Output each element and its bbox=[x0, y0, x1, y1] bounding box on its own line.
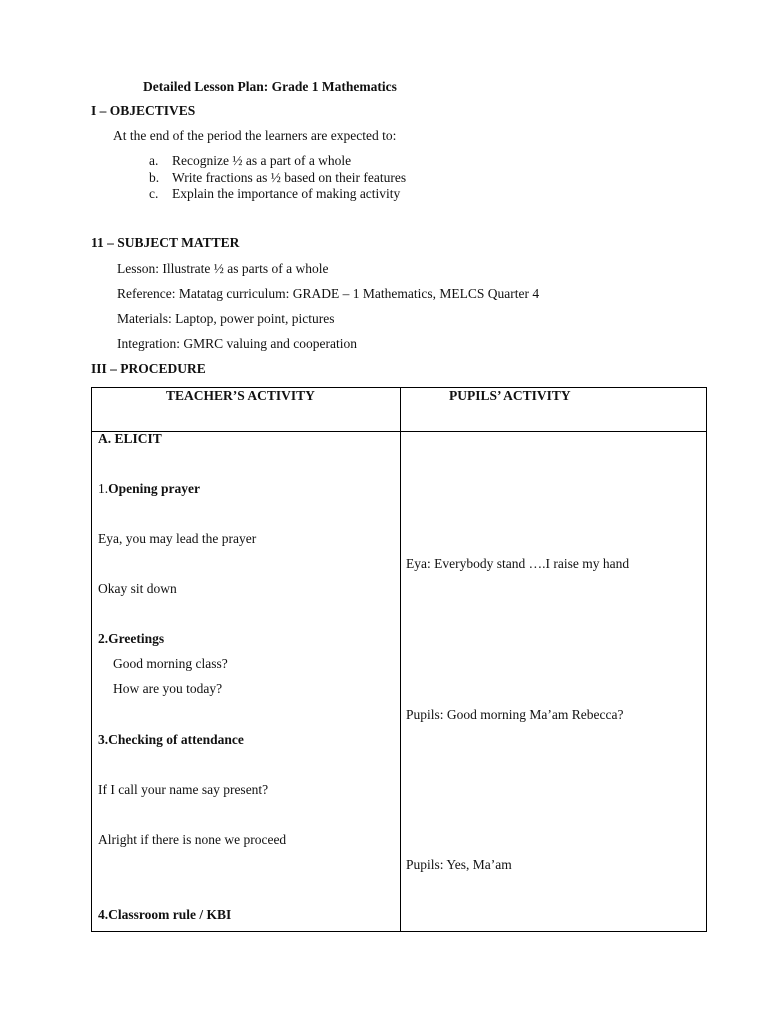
greetings-heading: 2.Greetings bbox=[98, 631, 165, 646]
pupil-response-attendance: Pupils: Yes, Ma’am bbox=[406, 857, 512, 872]
pupils-column-header: PUPILS’ ACTIVITY bbox=[449, 388, 571, 403]
list-item-marker: b. bbox=[149, 170, 160, 185]
good-morning-text: Good morning class? bbox=[113, 656, 228, 671]
header-divider bbox=[92, 431, 706, 432]
integration-line: Integration: GMRC valuing and cooperation bbox=[117, 336, 357, 351]
lesson-line: Lesson: Illustrate ½ as parts of a whole bbox=[117, 261, 329, 276]
materials-line: Materials: Laptop, power point, pictures bbox=[117, 311, 335, 326]
list-item: Recognize ½ as a part of a whole bbox=[172, 153, 352, 168]
document-title: Detailed Lesson Plan: Grade 1 Mathematics bbox=[143, 79, 397, 94]
opening-prayer-label: Opening prayer bbox=[108, 481, 201, 496]
opening-prayer-heading bbox=[98, 481, 200, 497]
procedure-table bbox=[91, 387, 707, 932]
opening-prayer-number: 1. bbox=[98, 481, 109, 496]
objectives-heading: I – OBJECTIVES bbox=[91, 103, 196, 118]
objectives-intro: At the end of the period the learners are expected to: bbox=[113, 128, 397, 143]
classroom-rule-heading: 4.Classroom rule / KBI bbox=[98, 907, 232, 922]
subject-matter-heading: 11 – SUBJECT MATTER bbox=[91, 235, 240, 250]
sit-down-text: Okay sit down bbox=[98, 581, 177, 596]
elicit-heading: A. ELICIT bbox=[98, 431, 162, 446]
list-item: Write fractions as ½ based on their features bbox=[172, 170, 407, 185]
reference-line: Reference: Matatag curriculum: GRADE – 1 Mathematics, MELCS Quarter 4 bbox=[117, 286, 540, 301]
attendance-heading: 3.Checking of attendance bbox=[98, 732, 244, 747]
teacher-column-header: TEACHER’S ACTIVITY bbox=[166, 388, 315, 403]
pupil-response-greeting: Pupils: Good morning Ma’am Rebecca? bbox=[406, 707, 624, 722]
proceed-text: Alright if there is none we proceed bbox=[98, 832, 287, 847]
list-item-marker: a. bbox=[149, 153, 159, 168]
procedure-heading: III – PROCEDURE bbox=[91, 361, 206, 376]
lead-prayer-text: Eya, you may lead the prayer bbox=[98, 531, 257, 546]
list-item-marker: c. bbox=[149, 186, 159, 201]
list-item: Explain the importance of making activity bbox=[172, 186, 401, 201]
column-divider bbox=[400, 388, 401, 931]
how-are-you-text: How are you today? bbox=[113, 681, 223, 696]
call-name-text: If I call your name say present? bbox=[98, 782, 269, 797]
pupil-response-prayer: Eya: Everybody stand ….I raise my hand bbox=[406, 556, 630, 571]
